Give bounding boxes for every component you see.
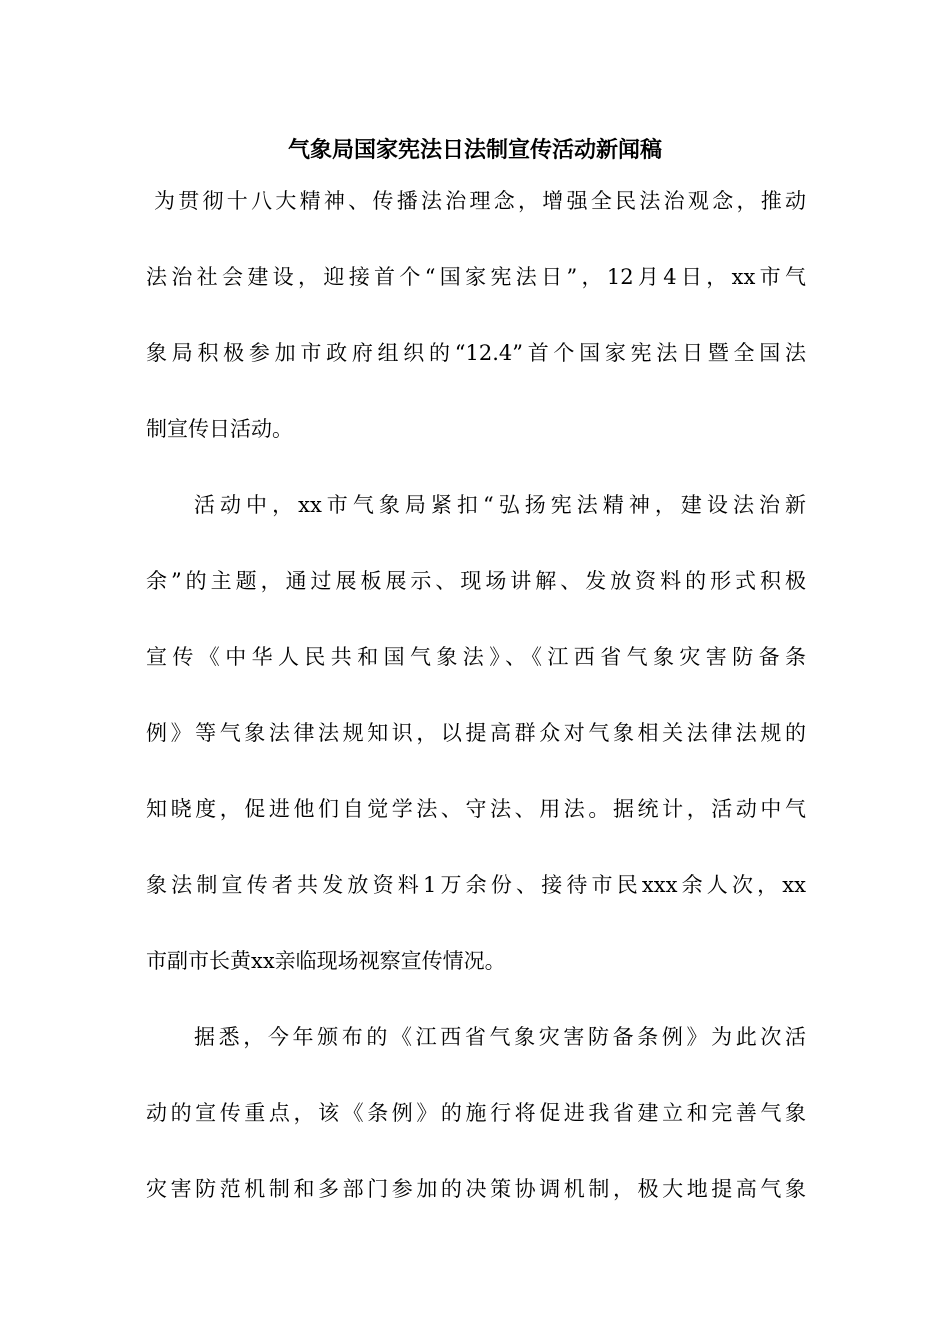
text-line: 余”的主题，通过展板展示、现场讲解、发放资料的形式积极 (146, 569, 806, 593)
text-line: 知晓度，促进他们自觉学法、守法、用法。据统计，活动中气 (146, 797, 806, 821)
text-line: 法治社会建设，迎接首个“国家宪法日”，12月4日，xx市气 (146, 265, 806, 289)
text-line: 据悉，今年颁布的《江西省气象灾害防备条例》为此次活 (194, 1025, 806, 1049)
text-line: 宣传《中华人民共和国气象法》、《江西省气象灾害防备条 (146, 645, 806, 669)
text-line: 动的宣传重点，该《条例》的施行将促进我省建立和完善气象 (146, 1101, 806, 1125)
text-line: 市副市长黄xx亲临现场视察宣传情况。 (146, 949, 506, 973)
text-line: 象局积极参加市政府组织的“12.4”首个国家宪法日暨全国法 (146, 341, 806, 365)
text-line: 制宣传日活动。 (146, 417, 293, 441)
text-line: 活动中，xx市气象局紧扣“弘扬宪法精神，建设法治新 (194, 493, 806, 517)
text-line: 灾害防范机制和多部门参加的决策协调机制，极大地提高气象 (146, 1177, 806, 1201)
text-line: 例》等气象法律法规知识，以提高群众对气象相关法律法规的 (146, 721, 806, 745)
text-line: 为贯彻十八大精神、传播法治理念，增强全民法治观念，推动 (154, 189, 806, 213)
document-title: 气象局国家宪法日法制宣传活动新闻稿 (287, 137, 662, 163)
text-line: 象法制宣传者共发放资料1万余份、接待市民xxx余人次，xx (146, 873, 806, 897)
